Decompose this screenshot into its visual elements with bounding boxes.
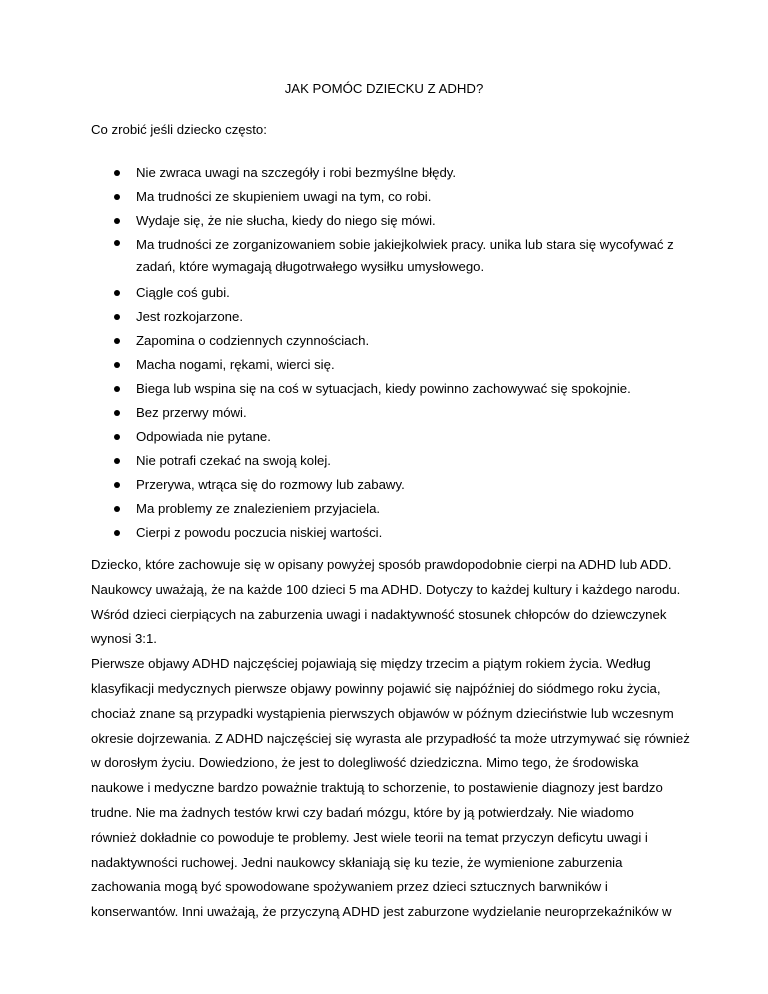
list-item: Macha nogami, rękami, wierci się. [91, 355, 691, 375]
body-line: zachowania mogą być spowodowane spożywaniem przez dzieci sztucznych barwników i [91, 879, 608, 895]
list-item: Przerywa, wtrąca się do rozmowy lub zabawy. [91, 475, 691, 495]
page-title: JAK POMÓC DZIECKU Z ADHD? [284, 81, 484, 96]
bullet-icon [114, 194, 120, 200]
bullet-icon [114, 240, 120, 246]
list-item: Nie zwraca uwagi na szczegóły i robi bezmyślne błędy. [91, 163, 691, 183]
list-item: Wydaje się, że nie słucha, kiedy do niego się mówi. [91, 211, 691, 231]
list-item: Ma trudności ze zorganizowaniem sobie jakiejkolwiek pracy. unika lub stara się wycofywać z zadań, które wymagają długotrwałego wysiłku umysłowego. [91, 233, 691, 279]
body-line: klasyfikacji medycznych pierwsze objawy powinny pojawić się najpóźniej do siódmego roku życia, [91, 680, 661, 696]
list-item: Nie potrafi czekać na swoją kolej. [91, 451, 691, 471]
bullet-icon [114, 290, 120, 296]
list-item: Bez przerwy mówi. [91, 403, 691, 423]
bullet-icon [114, 362, 120, 368]
body-line: nadaktywności ruchowej. Jedni naukowcy skłaniają się ku tezie, że wymienione zaburzenia [91, 854, 623, 870]
list-item: Biega lub wspina się na coś w sytuacjach, kiedy powinno zachowywać się spokojnie. [91, 379, 691, 399]
bullet-icon [114, 386, 120, 392]
body-line: konserwantów. Inni uważają, że przyczyną ADHD jest zaburzone wydzielanie neuroprzekaźników w [91, 904, 672, 920]
bullet-icon [114, 170, 120, 176]
symptom-list [91, 163, 691, 547]
list-item: Zapomina o codziennych czynnościach. [91, 331, 691, 351]
list-item: Cierpi z powodu poczucia niskiej wartości. [91, 523, 691, 543]
bullet-icon [114, 410, 120, 416]
body-line: Dziecko, które zachowuje się w opisany powyżej sposób prawdopodobnie cierpi na ADHD lub ADD. [91, 557, 672, 572]
list-item: Ma problemy ze znalezieniem przyjaciela. [91, 499, 691, 519]
body-line: chociaż znane są przypadki wystąpienia pierwszych objawów w późnym dzieciństwie lub wczesnym [91, 705, 674, 721]
bullet-icon [114, 530, 120, 536]
body-line: naukowe i medyczne bardzo poważnie traktują to schorzenie, to postawienie diagnozy jest bardzo [91, 780, 663, 796]
bullet-icon [114, 506, 120, 512]
list-item: Jest rozkojarzone. [91, 307, 691, 327]
bullet-icon [114, 218, 120, 224]
body-line: w dorosłym życiu. Dowiedziono, że jest to dolegliwość dziedziczna. Mimo tego, że środowiska [91, 755, 639, 771]
body-line: Wśród dzieci cierpiących na zaburzenia uwagi i nadaktywność stosunek chłopców do dziewczynek [91, 606, 667, 622]
list-item: Ciągle coś gubi. [91, 283, 691, 303]
bullet-icon [114, 338, 120, 344]
body-text [91, 553, 691, 925]
body-line: trudne. Nie ma żadnych testów krwi czy badań mózgu, które by ją potwierdzały. Nie wiadomo [91, 804, 634, 820]
body-line: również dokładnie co powoduje te problemy. Jest wiele teorii na temat przyczyn deficytu uwagi i [91, 829, 648, 845]
bullet-icon [114, 314, 120, 320]
body-line: wynosi 3:1. [91, 631, 157, 647]
bullet-icon [114, 458, 120, 464]
list-item: Ma trudności ze skupieniem uwagi na tym, co robi. [91, 187, 691, 207]
body-line: Naukowcy uważają, że na każde 100 dzieci 5 ma ADHD. Dotyczy to każdej kultury i każdego narodu. [91, 581, 681, 597]
body-line: okresie dojrzewania. Z ADHD najczęściej się wyrasta ale przypadłość ta może utrzymywać się również [91, 730, 690, 746]
body-line: Pierwsze objawy ADHD najczęściej pojawiają się między trzecim a piątym rokiem życia. Według [91, 656, 651, 672]
list-item: Odpowiada nie pytane. [91, 427, 691, 447]
intro-text: Co zrobić jeśli dziecko często: [91, 122, 267, 137]
bullet-icon [114, 434, 120, 440]
bullet-icon [114, 482, 120, 488]
